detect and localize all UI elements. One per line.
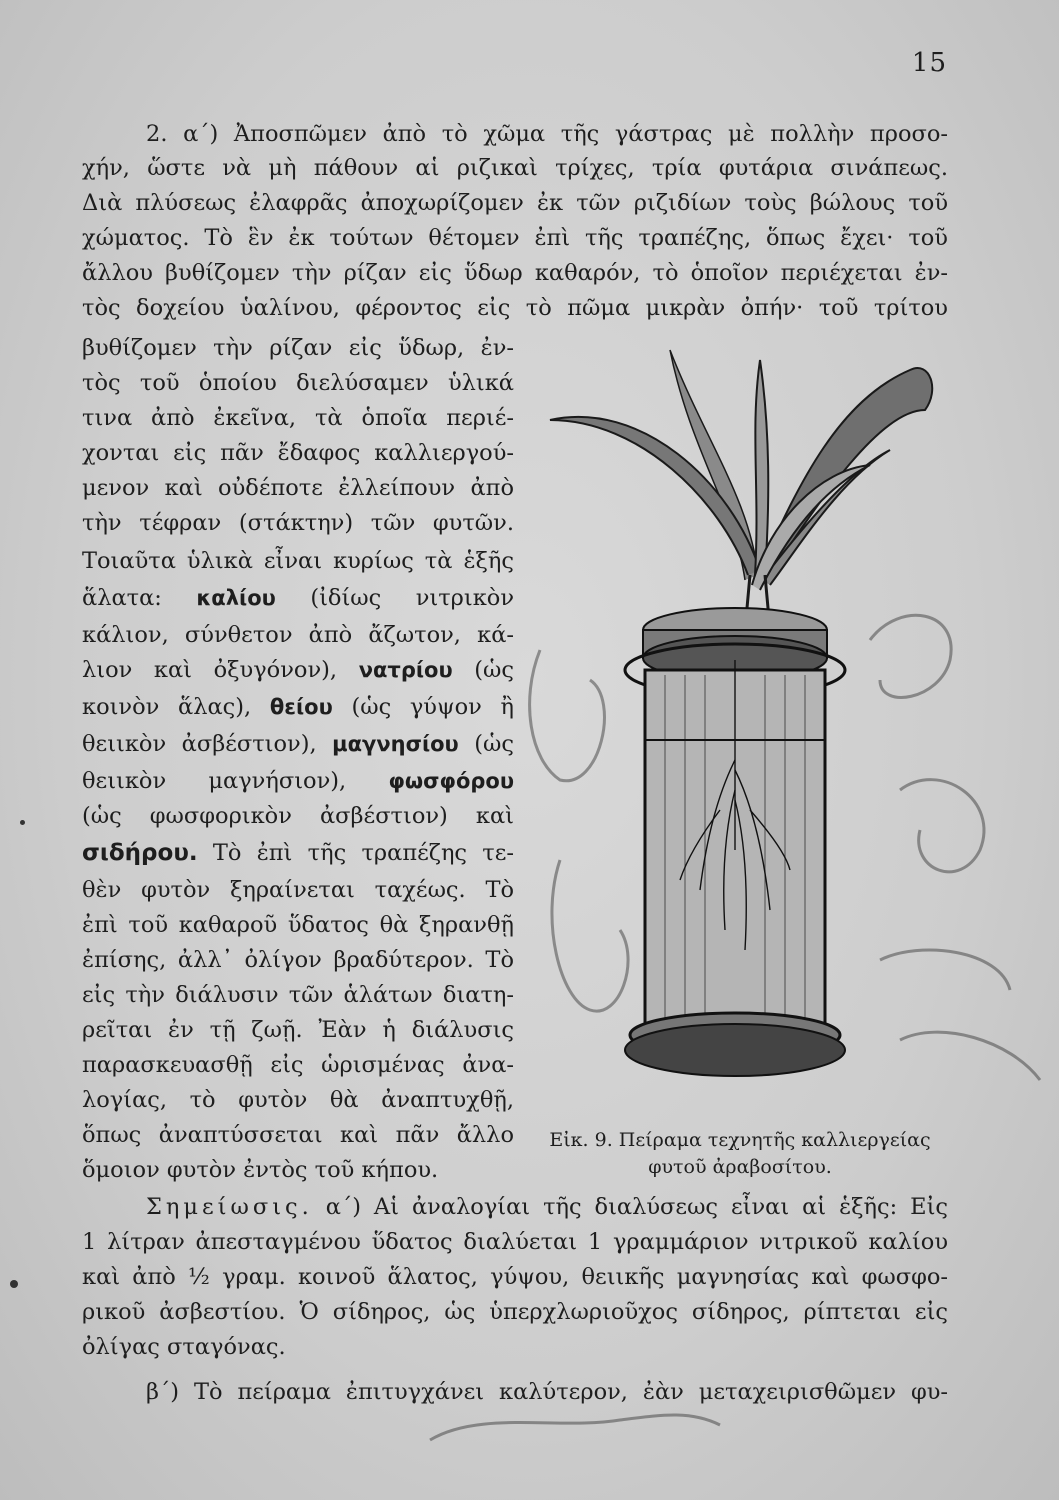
column-line-14: (ὡς φωσφορικὸν ἀσβέστιον) καὶ: [82, 803, 514, 829]
notes-label: Σημείωσις.: [146, 1194, 313, 1220]
paragraph-1-line-5: ἄλλου βυθίζομεν τὴν ρίζαν εἰς ὕδωρ καθαρόν, τὸ ὁποῖον περιέχεται ἐν-: [82, 260, 948, 286]
text-segment: κοινὸν ἅλας),: [82, 694, 252, 720]
notes-line-5: ὀλίγας σταγόνας.: [82, 1334, 286, 1360]
column-line-2: τὸς τοῦ ὁποίου διελύσαμεν ὑλικά: [82, 370, 514, 396]
text-segment: (ἰδίως νιτρικὸν: [310, 585, 515, 611]
text-segment: (ὡς γύψον ἢ: [351, 694, 514, 720]
column-line-16: θὲν φυτὸν ξηραίνεται ταχέως. Τὸ: [82, 877, 514, 903]
column-line-7: Τοιαῦτα ὑλικὰ εἶναι κυρίως τὰ ἑξῆς: [82, 548, 514, 574]
term-sulfur: θείου: [269, 695, 333, 719]
notes-line-1: [82, 1191, 948, 1223]
notes-line-4: ρικοῦ ἀσβεστίου. Ὁ σίδηρος, ὡς ὑπερχλωριοῦχος σίδηρος, ρίπτεται εἰς: [82, 1299, 948, 1325]
column-line-15: [82, 837, 514, 869]
column-line-19: εἰς τὴν διάλυσιν τῶν ἁλάτων διατη-: [82, 982, 514, 1008]
paragraph-1-line-1: 2. α΄) Ἀποσπῶμεν ἀπὸ τὸ χῶμα τῆς γάστρας μὲ πολλὴν προσο-: [146, 121, 948, 147]
text-segment: θειικὸν ἀσβέστιον),: [82, 731, 317, 757]
page-number: 15: [911, 48, 947, 78]
text-segment: Τὸ ἐπὶ τῆς τραπέζης τε-: [212, 840, 515, 866]
term-potassium: καλίου: [196, 586, 276, 610]
column-line-23: ὅπως ἀναπτύσσεται καὶ πᾶν ἄλλο: [82, 1122, 514, 1148]
column-line-24: ὅμοιον φυτὸν ἐντὸς τοῦ κήπου.: [82, 1157, 439, 1183]
column-line-9: κάλιον, σύνθετον ἀπὸ ἄζωτον, κά-: [82, 622, 514, 648]
column-line-20: ρεῖται ἐν τῇ ζωῇ. Ἐὰν ἡ διάλυσις: [82, 1017, 514, 1043]
column-line-5: μενον καὶ οὐδέποτε ἐλλείπουν ἀπὸ: [82, 475, 514, 501]
text-segment: α΄) Αἱ ἀναλογίαι τῆς διαλύσεως εἶναι αἱ ἑξῆς: Εἰς: [325, 1194, 949, 1220]
text-segment: (ὡς: [474, 657, 515, 683]
column-line-6: τὴν τέφραν (στάκτην) τῶν φυτῶν.: [82, 510, 514, 536]
column-line-12: [82, 728, 514, 760]
text-segment: λιον καὶ ὀξυγόνον),: [82, 657, 338, 683]
paragraph-1-line-3: Διὰ πλύσεως ἐλαφρᾶς ἀποχωρίζομεν ἐκ τῶν ριζιδίων τοὺς βώλους τοῦ: [82, 190, 948, 216]
figure-caption-line-2: φυτοῦ ἀραβοσίτου.: [648, 1156, 832, 1178]
term-iron: σιδήρου.: [82, 840, 198, 866]
column-line-13: [82, 765, 514, 797]
notes-line-2: 1 λίτραν ἀπεσταγμένου ὕδατος διαλύεται 1 γραμμάριον νιτρικοῦ καλίου: [82, 1229, 948, 1255]
notes-line-3: καὶ ἀπὸ ½ γραμ. κοινοῦ ἅλατος, γύψου, θειικῆς μαγνησίας καὶ φωσφο-: [82, 1264, 948, 1290]
term-phosphorus: φωσφόρου: [388, 769, 515, 793]
column-line-22: λογίας, τὸ φυτὸν θὰ ἀναπτυχθῇ,: [82, 1087, 514, 1113]
figure-caption-line-1: Εἰκ. 9. Πείραμα τεχνητῆς καλλιεργείας: [549, 1129, 931, 1151]
text-segment: θειικὸν μαγνήσιον),: [82, 768, 347, 794]
text-segment: (ὡς: [474, 731, 514, 757]
column-line-8: [82, 582, 514, 614]
paragraph-1-line-6: τὸς δοχείου ὑαλίνου, φέροντος εἰς τὸ πῶμα μικρὰν ὀπήν· τοῦ τρίτου: [82, 295, 948, 321]
term-sodium: νατρίου: [358, 658, 453, 682]
column-line-17: ἐπὶ τοῦ καθαροῦ ὕδατος θὰ ξηρανθῇ: [82, 912, 514, 938]
column-line-3: τινα ἀπὸ ἐκεῖνα, τὰ ὁποῖα περιέ-: [82, 405, 514, 431]
page-blemish: [10, 1280, 18, 1288]
column-line-10: [82, 654, 514, 686]
term-magnesium: μαγνησίου: [332, 732, 459, 756]
column-line-1: βυθίζομεν τὴν ρίζαν εἰς ὕδωρ, ἐν-: [82, 335, 514, 361]
paragraph-1-line-4: χώματος. Τὸ ἓν ἐκ τούτων θέτομεν ἐπὶ τῆς τραπέζης, ὅπως ἔχει· τοῦ: [82, 225, 948, 251]
text-segment: ἅλατα:: [82, 585, 162, 611]
corn-plant-jar-illustration: [520, 330, 960, 1110]
page-blemish: [20, 820, 25, 825]
column-line-4: χονται εἰς πᾶν ἔδαφος καλλιεργού-: [82, 440, 514, 466]
column-line-11: [82, 691, 514, 723]
column-line-18: ἐπίσης, ἀλλ᾽ ὀλίγον βραδύτερον. Τὸ: [82, 947, 514, 973]
column-line-21: παρασκευασθῇ εἰς ὡρισμένας ἀνα-: [82, 1052, 514, 1078]
paragraph-1-line-2: χήν, ὥστε νὰ μὴ πάθουν αἱ ριζικαὶ τρίχες, τρία φυτάρια σινάπεως.: [82, 155, 948, 181]
paragraph-b-line-1: β΄) Τὸ πείραμα ἐπιτυγχάνει καλύτερον, ἐὰν μεταχειρισθῶμεν φυ-: [146, 1379, 948, 1405]
